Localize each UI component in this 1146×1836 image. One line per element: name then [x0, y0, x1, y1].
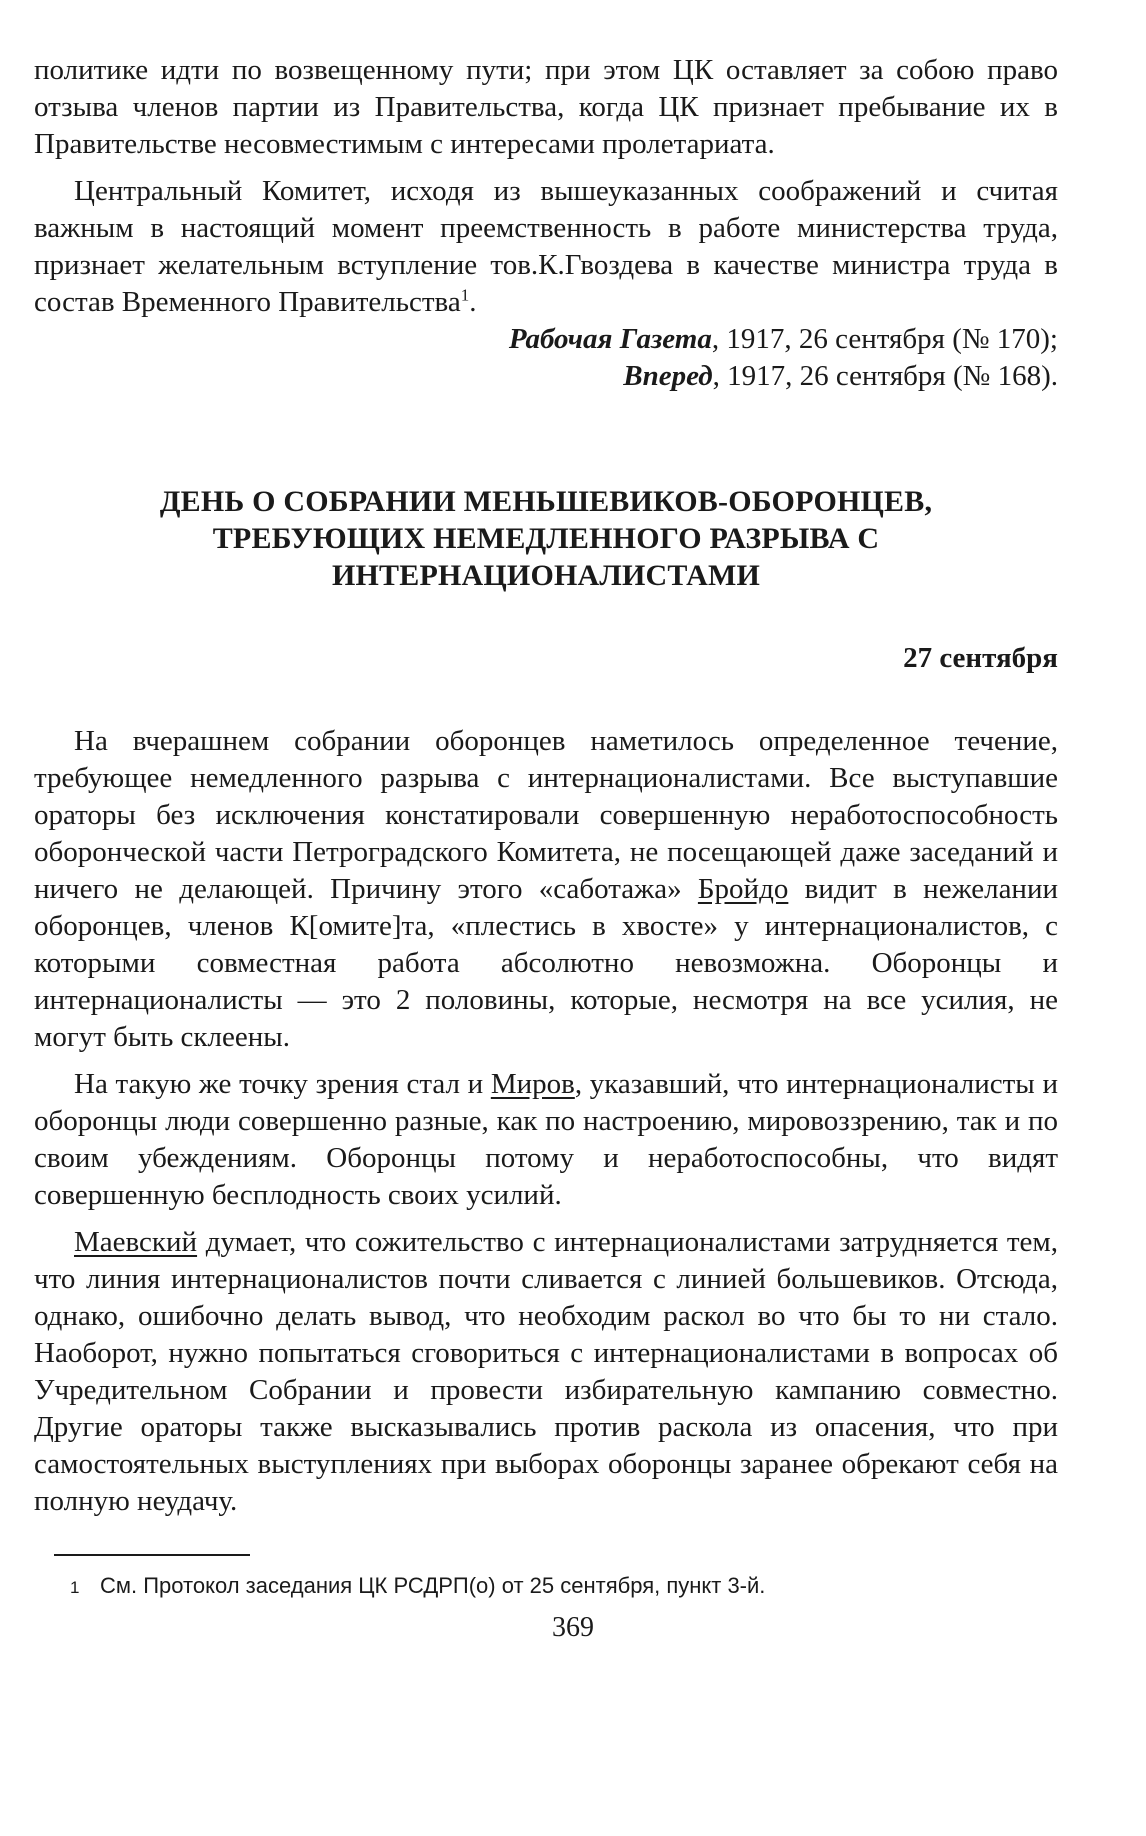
article-paragraph-3-text: думает, что сожительство с интернационалистами затрудняется тем, что линия интернационалистов почти сливается с линией большевиков. Отсюда, однако, ошибочно делать вывод, что необходим раскол во что бы то ни стало. Наоборот, нужно попытаться сговориться с интернационалистами в вопросах об Учредительном Собрании и провести избирательную кампанию совместно. Другие ораторы также высказывались против раскола из опасения, что при самостоятельных выступлениях при выборах оборонцы заранее обрекают себя на полную неудачу.	[34, 1226, 1058, 1517]
article-paragraph-1-text-b: видит в нежелании оборонцев, членов К[омите]та, «плестись в хвосте» у интернационалистов, с которыми совместная работа абсолютно невозможна. Оборонцы и интернационалисты — это 2 половины, которые, несмотря на все усилия, не могут быть склеены.	[34, 873, 1058, 1053]
source-paper-2: Вперед	[623, 360, 713, 392]
source-details-1: , 1917, 26 сентября (№ 170);	[711, 323, 1058, 355]
intro-paragraph-2	[34, 173, 1058, 321]
article-paragraph-2-text-b: , указавший, что интернационалисты и оборонцы люди совершенно разные, как по настроению, мировоззрению, так и по своим убеждениям. Оборонцы потому и неработоспособны, что видят совершенную бесплодность своих усилий.	[34, 1068, 1058, 1211]
document-page	[34, 52, 1058, 1600]
source-citation-2	[34, 358, 1058, 395]
source-details-2: , 1917, 26 сентября (№ 168).	[712, 360, 1058, 392]
article-paragraph-2	[34, 1066, 1058, 1214]
intro-paragraph-2-end: .	[469, 286, 477, 318]
speaker-name-broido: Бройдо	[697, 873, 789, 905]
heading-line-3: ИНТЕРНАЦИОНАЛИСТАМИ	[331, 559, 760, 592]
source-paper-1: Рабочая Газета	[508, 323, 712, 355]
page-number: 369	[552, 1612, 594, 1643]
speaker-name-maevsky: Маевский	[74, 1226, 198, 1258]
source-citation-1	[34, 321, 1058, 358]
article-paragraph-1-text-a: На вчерашнем собрании оборонцев наметилось определенное течение, требующее немедленного разрыва с интернационалистами. Все выступавшие ораторы без исключения констатировали совершенную неработоспособность оборонческой части Петроградского Комитета, не посещающей даже заседаний и ничего не делающей. Причину этого «саботажа»	[34, 725, 1058, 905]
footnote	[70, 1572, 1058, 1600]
intro-paragraph-1	[34, 52, 1058, 163]
article-date: 27 сентября	[903, 642, 1058, 674]
intro-paragraph-2-text: Центральный Комитет, исходя из вышеуказанных соображений и считая важным в настоящий момент преемственность в работе министерства труда, признает желательным вступление тов.К.Гвоздева в качестве министра труда в состав Временного Правительства	[34, 175, 1058, 318]
footnote-text: См. Протокол заседания ЦК РСДРП(о) от 25 сентября, пункт 3-й.	[100, 1573, 766, 1598]
heading-line-1: ДЕНЬ О СОБРАНИИ МЕНЬШЕВИКОВ-ОБОРОНЦЕВ,	[159, 485, 933, 518]
footnote-divider	[54, 1554, 250, 1556]
heading-line-2: ТРЕБУЮЩИХ НЕМЕДЛЕННОГО РАЗРЫВА С	[212, 522, 880, 555]
footnote-reference[interactable]: 1	[460, 285, 470, 305]
speaker-name-mirov: Миров	[490, 1068, 575, 1100]
article-paragraph-1	[34, 723, 1058, 1056]
article-heading	[34, 483, 1058, 594]
footnote-mark: 1	[70, 1578, 80, 1597]
intro-paragraph-1-text: политике идти по возвещенному пути; при этом ЦК оставляет за собою право отзыва членов партии из Правительства, когда ЦК признает пребывание их в Правительстве несовместимым с интересами пролетариата.	[34, 54, 1058, 160]
article-paragraph-3	[34, 1224, 1058, 1520]
article-paragraph-2-text-a: На такую же точку зрения стал и	[74, 1068, 491, 1100]
